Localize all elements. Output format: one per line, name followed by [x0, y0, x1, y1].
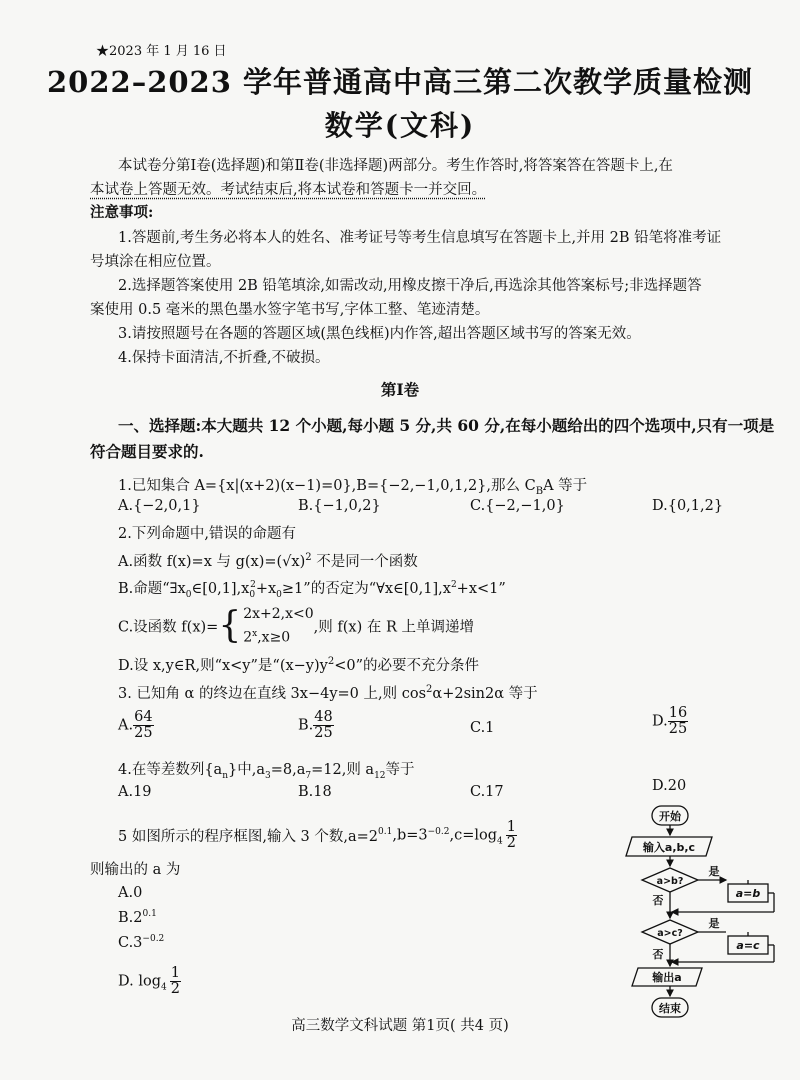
q5-line-2: 则输出的 a 为: [90, 862, 181, 878]
q2-option-d: D.设 x,y∈R,则“x<y”是“$(x-y)y^2<0$”的必要不充分条件: [118, 656, 480, 674]
q5-option-b: $B.2^{0.1}$: [118, 909, 157, 926]
q3-option-b: B. $\frac{48}{25}$: [298, 709, 333, 742]
q4-option-c: C.17: [470, 784, 504, 800]
flow-no-2-label: 否: [652, 948, 664, 961]
q2-option-b: B.命题“$\exists x_0\in[0,1],x_0^2+x_0\ge 1$”的否定为“$\forall x\in[0,1],x^2+x<1$”: [118, 580, 506, 600]
q3-option-c: C.1: [470, 720, 495, 736]
note-4: 4.保持卡面清洁,不折叠,不破损。: [118, 350, 330, 366]
intro-line-1: 本试卷分第Ⅰ卷(选择题)和第Ⅱ卷(非选择题)两部分。考生作答时,将答案答在答题卡上,在: [118, 158, 673, 174]
q5-option-c: $C.3^{-0.2}$: [118, 934, 165, 951]
flow-start-label: 开始: [659, 810, 681, 823]
note-2-line-2: 案使用 0.5 毫米的黑色墨水签字笔书写,字体工整、笔迹清楚。: [90, 302, 490, 318]
flow-input-label: 输入a,b,c: [642, 841, 696, 854]
section-instruction-line-2: 符合题目要求的.: [90, 442, 204, 461]
q1-option-a: A.{−2,0,1}: [118, 498, 201, 514]
q1-stem: 1.已知集合 A={x|(x+2)(x−1)=0},B={−2,−1,0,1,2},那么 $C_BA$ 等于: [118, 478, 588, 497]
exam-title: 2022–2023 学年普通高中高三第二次教学质量检测: [46, 65, 754, 99]
note-3: 3.请按照题号在各题的答题区域(黑色线框)内作答,超出答题区域书写的答案无效。: [118, 326, 641, 342]
flow-no-1-label: 否: [652, 894, 664, 907]
q5-option-d: D. $\log_4$ $\frac{1}{2}$: [118, 965, 180, 998]
page-footer: 高三数学文科试题 第1页( 共4 页): [291, 1018, 509, 1034]
note-1-line-1: 1.答题前,考生务必将本人的姓名、准考证号等考生信息填写在答题卡上,并用 2B 铅笔将准考证: [118, 230, 722, 246]
flow-cond-2-label: a>c?: [657, 928, 683, 939]
q5-option-a: A.0: [118, 885, 143, 901]
flow-assign-2-label: a=c: [736, 939, 760, 952]
q2-option-a: A.函数 f(x)=x 与 $g(x)=(√x)^2$ 不是同一个函数: [118, 552, 418, 570]
q3-option-a: A. $\frac{64}{25}$: [118, 709, 153, 742]
q4-stem: 4.在等差数列$\{a_n\}$中$,a_3=8,a_7=12$,则 $a_{12}$等于: [118, 762, 415, 781]
q5-stem: 5 如图所示的程序框图,输入 3 个数$,a=2^{0.1},b=3^{-0.2},c=\log_4$ $\frac{1}{2}$: [118, 819, 516, 852]
exam-subtitle: 数学(文科): [324, 109, 476, 142]
intro-line-2: 本试卷上答题无效。考试结束后,将本试卷和答题卡一并交回。: [90, 182, 487, 198]
q1-option-c: C.{−2,−1,0}: [470, 498, 565, 514]
q4-option-a: A.19: [118, 784, 152, 800]
flow-yes-1-label: 是: [708, 865, 720, 878]
q2-stem: 2.下列命题中,错误的命题有: [118, 526, 296, 542]
q1-option-d: D.{0,1,2}: [652, 498, 724, 514]
section-instruction-line-1: 一、选择题:本大题共 12 个小题,每小题 5 分,共 60 分,在每小题给出的四个选项中,只有一项是: [118, 416, 775, 435]
flow-output-label: 输出a: [652, 971, 682, 984]
notes-heading: 注意事项:: [90, 204, 154, 221]
q4-option-b: B.18: [298, 784, 332, 800]
program-flowchart: [618, 800, 778, 1022]
q3-option-d: D. $\frac{16}{25}$: [652, 705, 688, 738]
exam-date: ★2023 年 1 月 16 日: [96, 44, 227, 59]
note-1-line-2: 号填涂在相应位置。: [90, 254, 221, 270]
q3-stem: 3. 已知角 α 的终边在直线 3x−4y=0 上,则 $\cos^2\alpha+2\sin 2\alpha$ 等于: [118, 684, 538, 702]
flow-cond-1-label: a>b?: [656, 876, 684, 887]
flow-assign-1-label: a=b: [735, 887, 761, 900]
q4-option-d: D.20: [652, 778, 687, 794]
part-1-heading: 第Ⅰ卷: [380, 380, 420, 399]
flow-end-label: 结束: [659, 1002, 681, 1015]
q1-option-b: B.{−1,0,2}: [298, 498, 381, 514]
q2-option-c: C.设函数 f(x)={ 2x+2,x<0 $2^x,x\ge 0$ ,则 f(x) 在 R 上单调递增: [118, 604, 474, 646]
note-2-line-1: 2.选择题答案使用 2B 铅笔填涂,如需改动,用橡皮擦干净后,再选涂其他答案标号;非选择题答: [118, 278, 702, 294]
flow-yes-2-label: 是: [708, 917, 720, 930]
